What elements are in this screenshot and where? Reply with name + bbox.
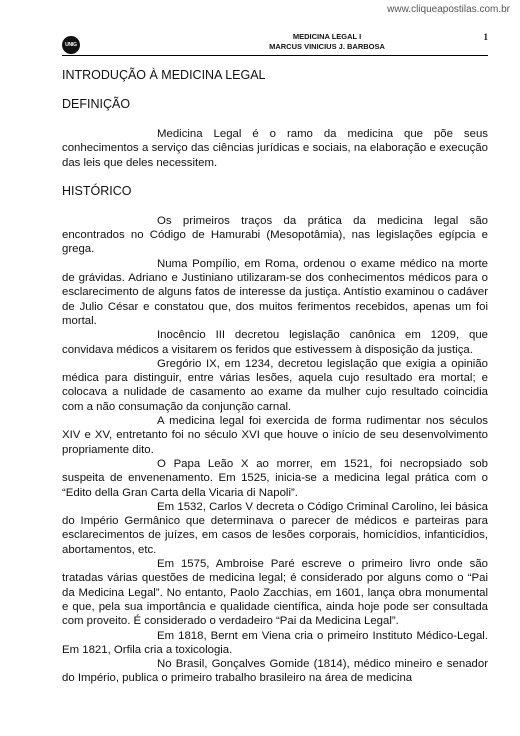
paragraph: Em 1532, Carlos V decreta o Código Criminal Carolino, lei básica do Império Germânico que determinava o parecer de médicos e parteiras para esclarecimentos de juízes, em casos de lesões corporais, homicídios, infanticídios, abortamentos, etc. [62, 500, 488, 556]
course-title: MEDICINA LEGAL I [292, 32, 362, 41]
header-text [212, 32, 442, 52]
paragraph: No Brasil, Gonçalves Gomide (1814), médico mineiro e senador do Império, publica o primeiro trabalho brasileiro na área de medicina [62, 658, 488, 685]
paragraph: Em 1818, Bernt em Viena cria o primeiro Instituto Médico-Legal. Em 1821, Orfila cria a toxicologia. [62, 629, 488, 656]
paragraph: Numa Pompílio, em Roma, ordenou o exame médico na morte de grávidas. Adriano e Justiniano utilizaram-se dos conhecimentos médicos para o esclarecimento de alguns fatos de interesse da justiça. Antístio examinou o cadáver de Julio César e constatou que, dos muitos ferimentos recebidos, apenas um foi mortal. [62, 257, 488, 327]
paragraph: Os primeiros traços da prática da medicina legal são encontrados no Código de Hamurabi (Mesopotâmia), nas legislações egípcia e grega. [62, 214, 488, 256]
document-body [62, 68, 488, 686]
paragraph: Em 1575, Ambroise Paré escreve o primeiro livro onde são tratadas várias questões de medicina legal; é considerado por alguns como o “Pai da Medicina Legal”. No entanto, Paolo Zacchias, em 1601, lança obra monumental e que, pela sua importância e qualidade científica, ainda hoje pode ser consultada com proveito. É considerado o verdadeiro “Pai da Medicina Legal”. [62, 558, 488, 628]
paragraph-definicao: Medicina Legal é o ramo da medicina que põe seus conhecimentos a serviço das ciências jurídicas e sociais, na elaboração e execução das leis que deles necessitem. [62, 128, 488, 169]
watermark-url: www.cliqueapostilas.com.br [387, 4, 510, 15]
author-name: MARCUS VINICIUS J. BARBOSA [269, 42, 385, 51]
document-title: INTRODUÇÃO À MEDICINA LEGAL [62, 68, 266, 82]
university-logo-icon: UNIG [62, 36, 80, 54]
paragraph: Gregório IX, em 1234, decretou legislação que exigia a opinião médica para distinguir, entre várias lesões, aquela cujo resultado era mortal; e colocava a nulidade de casamento ao exame da mulher cujo resultado coincidia com a não consumação da conjunção carnal. [62, 357, 488, 413]
page-header [62, 28, 488, 62]
paragraph: O Papa Leão X ao morrer, em 1521, foi necropsiado sob suspeita de envenenamento. Em 1525, inicia-se a medicina legal prática com o “Edito della Gran Carta della Vicaria di Napoli”. [62, 457, 488, 499]
header-divider [62, 55, 488, 56]
section-heading-definicao: DEFINIÇÃO [62, 97, 131, 111]
section-heading-historico: HISTÓRICO [62, 183, 132, 198]
paragraph: Inocêncio III decretou legislação canônica em 1209, que convidava médicos a visitarem os feridos que estivessem à disposição da justiça. [62, 329, 488, 356]
paragraph: A medicina legal foi exercida de forma rudimentar nos séculos XIV e XV, entretanto foi no século XVI que houve o início de seu desenvolvimento propriamente dito. [62, 415, 488, 456]
page-number: 1 [483, 32, 488, 42]
